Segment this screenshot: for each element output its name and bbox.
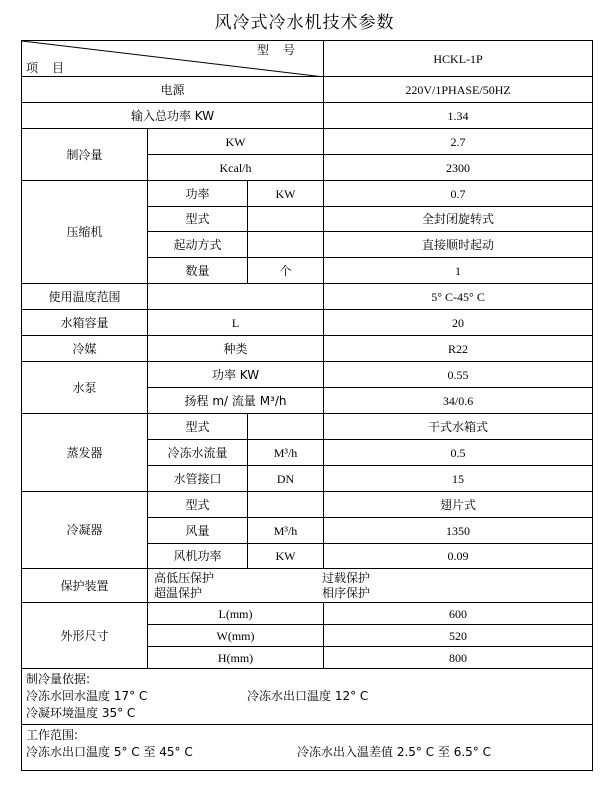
compressor-unit	[248, 207, 324, 232]
power-supply-label: 电源	[22, 77, 324, 103]
refrigerant-unit: 种类	[148, 336, 324, 362]
protection-item: 高低压保护	[154, 570, 215, 585]
condenser-param: 风量	[148, 518, 248, 544]
header-diagonal-cell	[22, 41, 324, 77]
dimension-unit: H(mm)	[148, 647, 324, 669]
cooling-basis-notes	[22, 669, 593, 725]
tank-value: 20	[324, 310, 593, 336]
evaporator-value: 干式水箱式	[324, 414, 593, 440]
pump-value: 0.55	[324, 362, 593, 388]
table-row	[22, 103, 593, 129]
pump-unit: 功率 KW	[148, 362, 324, 388]
evaporator-value: 15	[324, 466, 593, 492]
condenser-param: 风机功率	[148, 544, 248, 569]
compressor-param: 起动方式	[148, 232, 248, 258]
model-label: 型号	[257, 43, 310, 57]
tank-label: 水箱容量	[22, 310, 148, 336]
empty-cell	[148, 284, 324, 310]
condenser-value: 1350	[324, 518, 593, 544]
dimension-value: 600	[324, 603, 593, 625]
condenser-label: 冷凝器	[22, 492, 148, 569]
return-temp-note: 冷冻水回水温度 17° C	[26, 689, 148, 703]
protection-item: 相序保护	[322, 585, 371, 600]
outlet-temp-note: 冷冻水出口温度 12° C	[247, 689, 369, 703]
refrigerant-label: 冷媒	[22, 336, 148, 362]
temp-range-label: 使用温度范围	[22, 284, 148, 310]
notes-row	[22, 725, 593, 771]
table-row	[22, 603, 593, 625]
evaporator-param: 冷冻水流量	[148, 440, 248, 466]
dimensions-label: 外形尺寸	[22, 603, 148, 669]
table-row	[22, 362, 593, 388]
power-supply-value: 220V/1PHASE/50HZ	[324, 77, 593, 103]
tank-unit: L	[148, 310, 324, 336]
cooling-capacity-label: 制冷量	[22, 129, 148, 181]
table-row	[22, 181, 593, 207]
pump-value: 34/0.6	[324, 388, 593, 414]
compressor-param: 功率	[148, 181, 248, 207]
table-row	[22, 492, 593, 518]
table-row	[22, 569, 593, 603]
temp-range-value: 5° C-45° C	[324, 284, 593, 310]
working-range-notes	[22, 725, 593, 771]
working-range-heading: 工作范围:	[26, 728, 79, 742]
compressor-value: 全封闭旋转式	[324, 207, 593, 232]
evaporator-param: 水管接口	[148, 466, 248, 492]
page-title: 风冷式冷水机技术参数	[214, 13, 395, 33]
spec-table	[21, 40, 593, 771]
compressor-value: 0.7	[324, 181, 593, 207]
compressor-unit: 个	[248, 258, 324, 284]
condenser-value: 翅片式	[324, 492, 593, 518]
compressor-value: 直接顺时起动	[324, 232, 593, 258]
pump-label: 水泵	[22, 362, 148, 414]
compressor-unit	[248, 232, 324, 258]
condenser-param: 型式	[148, 492, 248, 518]
evaporator-value: 0.5	[324, 440, 593, 466]
outlet-range-note: 冷冻水出口温度 5° C 至 45° C	[26, 745, 193, 759]
table-row	[22, 77, 593, 103]
model-value: HCKL-1P	[324, 41, 593, 77]
refrigerant-value: R22	[324, 336, 593, 362]
header-row	[22, 41, 593, 77]
cooling-basis-heading: 制冷量依据:	[26, 672, 91, 686]
total-input-label: 输入总功率 KW	[22, 103, 324, 129]
evaporator-param: 型式	[148, 414, 248, 440]
notes-row	[22, 669, 593, 725]
condenser-unit	[248, 492, 324, 518]
table-row	[22, 310, 593, 336]
cooling-unit: Kcal/h	[148, 155, 324, 181]
table-row	[22, 414, 593, 440]
condenser-unit: M³/h	[248, 518, 324, 544]
dimension-value: 800	[324, 647, 593, 669]
dimension-value: 520	[324, 625, 593, 647]
table-row	[22, 284, 593, 310]
evaporator-label: 蒸发器	[22, 414, 148, 492]
evaporator-unit: M³/h	[248, 440, 324, 466]
diff-range-note: 冷冻水出入温差值 2.5° C 至 6.5° C	[297, 745, 491, 759]
total-input-value: 1.34	[324, 103, 593, 129]
protection-item: 超温保护	[154, 585, 203, 600]
compressor-param: 型式	[148, 207, 248, 232]
compressor-value: 1	[324, 258, 593, 284]
condenser-unit: KW	[248, 544, 324, 569]
cooling-unit: KW	[148, 129, 324, 155]
table-row	[22, 129, 593, 155]
protection-item: 过载保护	[322, 570, 371, 585]
dimension-unit: L(mm)	[148, 603, 324, 625]
protection-label: 保护装置	[22, 569, 148, 603]
condenser-value: 0.09	[324, 544, 593, 569]
ambient-temp-note: 冷凝环境温度 35° C	[26, 706, 136, 720]
item-label: 项目	[26, 61, 79, 75]
protection-items	[148, 569, 593, 603]
evaporator-unit: DN	[248, 466, 324, 492]
cooling-value: 2.7	[324, 129, 593, 155]
pump-unit: 扬程 m/ 流量 M³/h	[148, 388, 324, 414]
compressor-label: 压缩机	[22, 181, 148, 284]
evaporator-unit	[248, 414, 324, 440]
dimension-unit: W(mm)	[148, 625, 324, 647]
compressor-unit: KW	[248, 181, 324, 207]
compressor-param: 数量	[148, 258, 248, 284]
cooling-value: 2300	[324, 155, 593, 181]
table-row	[22, 336, 593, 362]
